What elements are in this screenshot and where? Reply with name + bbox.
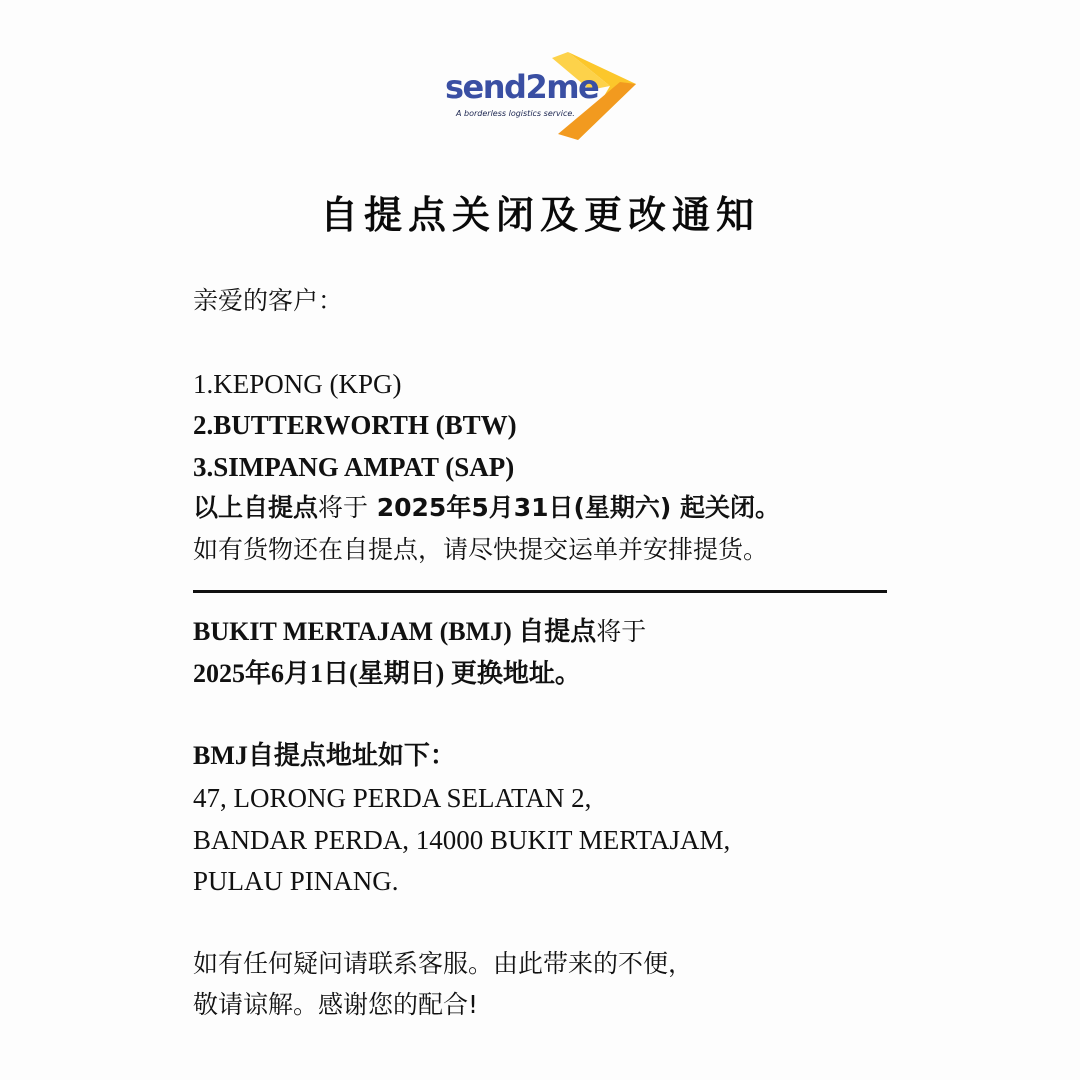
relocation-line-2: 2025年6月1日(星期日) 更换地址。	[193, 659, 581, 688]
address-line-2: BANDAR PERDA, 14000 BUKIT MERTAJAM,	[193, 825, 731, 855]
closure-item-simpang-ampat: 3.SIMPANG AMPAT (SAP)	[193, 452, 515, 482]
relocation-verb: 将于	[596, 617, 647, 646]
address-heading: BMJ自提点地址如下：	[193, 741, 456, 770]
relocation-line-1	[193, 617, 646, 647]
address-line-1: 47, LORONG PERDA SELATAN 2,	[193, 783, 592, 813]
send2me-logo	[440, 48, 640, 148]
closure-notice-verb: 将于	[318, 493, 369, 522]
greeting: 亲爱的客户：	[193, 286, 344, 315]
closure-notice	[193, 493, 780, 523]
closing-line-1: 如有任何疑问请联系客服。由此带来的不便，	[193, 949, 694, 978]
address-line-3: PULAU PINANG.	[193, 866, 399, 896]
closure-advice: 如有货物还在自提点，请尽快提交运单并安排提货。	[193, 535, 769, 564]
relocation-subject: BUKIT MERTAJAM (BMJ) 自提点	[193, 617, 597, 646]
closure-item-kepong: 1.KEPONG (KPG)	[193, 369, 402, 399]
section-divider	[193, 590, 887, 593]
closing-line-2: 敬请谅解。感谢您的配合!	[193, 990, 479, 1019]
logo-wordmark: send2me	[445, 68, 599, 106]
closure-notice-subject: 以上自提点	[193, 493, 319, 522]
logo-tagline: A borderless logistics service.	[456, 109, 575, 118]
notice-title: 自提点关闭及更改通知	[319, 193, 760, 237]
closure-item-butterworth: 2.BUTTERWORTH (BTW)	[193, 410, 517, 440]
closure-notice-date: 2025年5月31日(星期六) 起关闭。	[368, 493, 781, 522]
